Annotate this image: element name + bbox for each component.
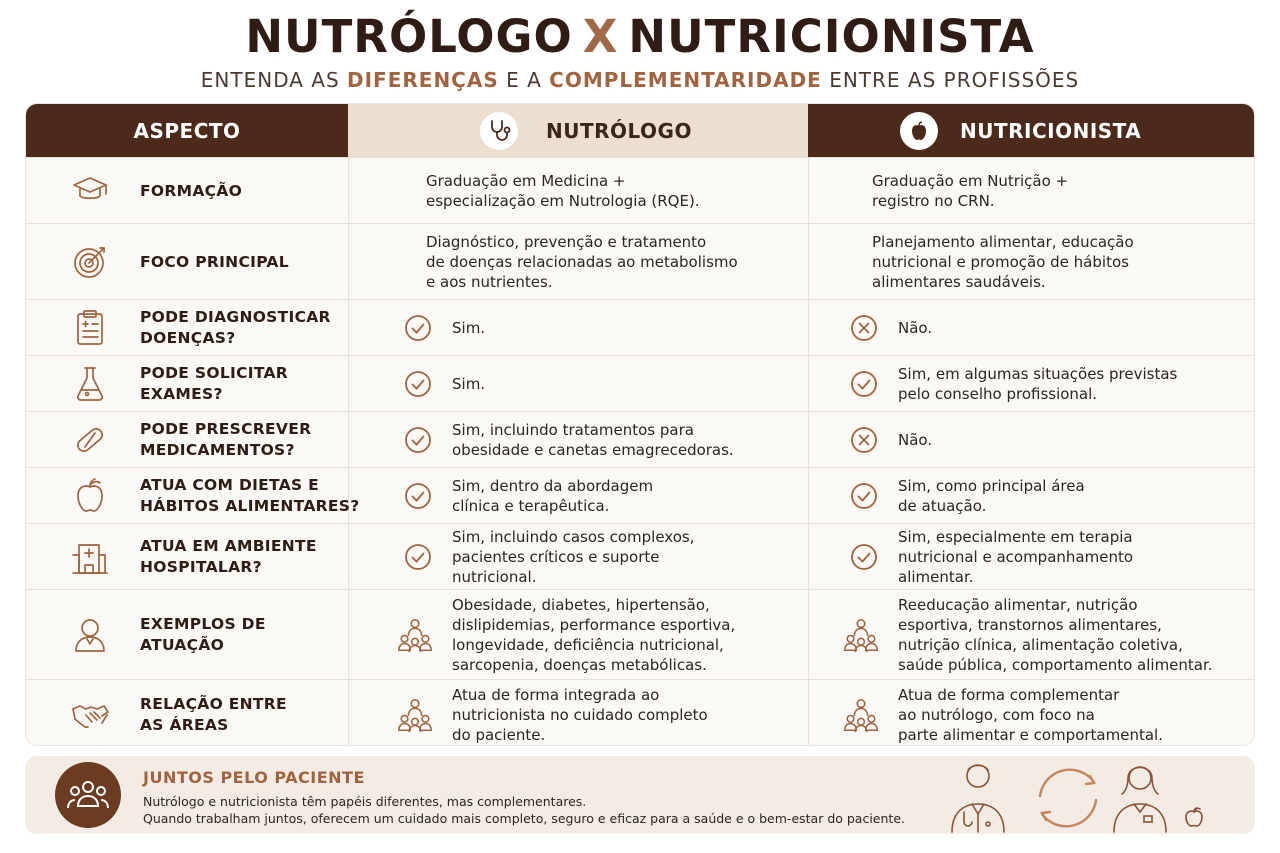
nutrologo-cell: Sim, incluindo tratamentos para obesidade e canetas emagrecedoras. [452, 421, 734, 459]
target-icon [70, 242, 110, 282]
page-subtitle [0, 68, 1280, 92]
subtitle-highlight: COMPLEMENTARIDADE [549, 68, 822, 92]
header-nutricionista [808, 104, 1255, 157]
table-row [26, 411, 1255, 467]
subtitle-part: ENTRE AS PROFISSÕES [821, 68, 1080, 92]
people-group-icon [396, 616, 434, 654]
people-group-icon [55, 762, 121, 828]
footer-line-2: Quando trabalham juntos, oferecem um cuidado mais completo, seguro e eficaz para a saúde e o bem-estar do paciente. [143, 811, 905, 826]
check-icon [850, 543, 878, 571]
header-nutricionista-label: NUTRICIONISTA [960, 118, 1142, 143]
nutricionista-cell: Sim, especialmente em terapia nutricional e acompanhamento alimentar. [898, 528, 1134, 586]
title-nutrologo: NUTRÓLOGO [245, 10, 573, 63]
table-row [26, 299, 1255, 355]
check-icon [404, 314, 432, 342]
footer-illustration [930, 756, 1220, 834]
table-row [26, 355, 1255, 411]
nutricionista-cell: Reeducação alimentar, nutrição esportiva, transtornos alimentares, nutrição clínica, alimentação coletiva, saúde pública, comportamento alimentar. [898, 596, 1213, 674]
check-icon [404, 482, 432, 510]
hospital-icon [70, 537, 110, 577]
row-label: EXEMPLOS DE ATUAÇÃO [140, 615, 266, 654]
row-label: FOCO PRINCIPAL [140, 252, 289, 271]
check-icon [850, 482, 878, 510]
nutricionista-cell: Sim, como principal área de atuação. [898, 477, 1085, 515]
nutricionista-cell: Graduação em Nutrição + registro no CRN. [872, 172, 1069, 210]
table-row [26, 523, 1255, 589]
table-row [26, 589, 1255, 679]
test-tube-icon [70, 364, 110, 404]
header-nutrologo-label: NUTRÓLOGO [546, 118, 692, 143]
header-aspect-label: ASPECTO [133, 118, 241, 143]
doctor-icon [952, 765, 1004, 832]
nutritionist-icon [1114, 767, 1166, 832]
title-x: X [582, 10, 619, 63]
nutricionista-cell: Não. [898, 319, 933, 337]
people-group-icon [842, 616, 880, 654]
nutrologo-cell: Sim. [452, 319, 486, 337]
handshake-icon [70, 695, 110, 735]
nutrologo-cell: Sim. [452, 375, 486, 393]
check-icon [404, 543, 432, 571]
row-label: ATUA EM AMBIENTE HOSPITALAR? [140, 537, 317, 576]
clipboard-icon [70, 308, 110, 348]
subtitle-part: ENTENDA AS [200, 68, 348, 92]
table-header [26, 104, 1255, 157]
apple-icon [1186, 808, 1202, 826]
nutrologo-cell: Diagnóstico, prevenção e tratamento de doenças relacionadas ao metabolismo e aos nutrientes. [426, 233, 738, 291]
stethoscope-icon [480, 112, 518, 150]
nutrologo-cell: Atua de forma integrada ao nutricionista no cuidado completo do paciente. [452, 685, 708, 744]
footer-banner [25, 756, 1255, 834]
check-icon [850, 370, 878, 398]
nutrologo-cell: Sim, dentro da abordagem clínica e terapêutica. [452, 477, 654, 515]
people-group-icon [842, 696, 880, 734]
table-row [26, 157, 1255, 223]
nutricionista-cell: Não. [898, 431, 933, 449]
table-row [26, 679, 1255, 746]
graduation-cap-icon [70, 171, 110, 211]
row-label: RELAÇÃO ENTRE AS ÁREAS [140, 694, 287, 734]
apple-icon [70, 476, 110, 516]
pill-icon [70, 420, 110, 460]
nutrologo-cell: Obesidade, diabetes, hipertensão, dislipidemias, performance esportiva, longevidade, deficiência nutricional, sarcopenia, doenças metabólicas. [452, 596, 736, 674]
person-icon [70, 615, 110, 655]
cycle-arrows-icon [1040, 770, 1096, 827]
cross-icon [850, 426, 878, 454]
nutrologo-cell: Sim, incluindo casos complexos, pacientes críticos e suporte nutricional. [452, 528, 695, 586]
table-row [26, 467, 1255, 523]
nutricionista-cell: Atua de forma complementar ao nutrólogo, com foco na parte alimentar e comportamental. [898, 685, 1163, 744]
nutrologo-cell: Graduação em Medicina + especialização em Nutrologia (RQE). [426, 172, 700, 210]
subtitle-highlight: DIFERENÇAS [347, 68, 499, 92]
footer-title: JUNTOS PELO PACIENTE [143, 768, 365, 787]
row-label: PODE SOLICITAR EXAMES? [140, 364, 289, 403]
check-icon [404, 426, 432, 454]
row-label: PODE DIAGNOSTICAR DOENÇAS? [140, 308, 331, 347]
subtitle-part: E A [498, 68, 550, 92]
table-row [26, 223, 1255, 299]
nutricionista-cell: Sim, em algumas situações previstas pelo conselho profissional. [898, 365, 1178, 403]
people-group-icon [396, 696, 434, 734]
header-nutrologo [348, 104, 808, 157]
title-nutricionista: NUTRICIONISTA [628, 10, 1035, 63]
nutricionista-cell: Planejamento alimentar, educação nutricional e promoção de hábitos alimentares saudáveis. [872, 233, 1134, 291]
row-label: ATUA COM DIETAS E HÁBITOS ALIMENTARES? [140, 476, 360, 515]
comparison-table [25, 103, 1255, 746]
row-label: PODE PRESCREVER MEDICAMENTOS? [140, 420, 312, 459]
apple-icon [900, 112, 938, 150]
footer-line-1: Nutrólogo e nutricionista têm papéis diferentes, mas complementares. [143, 794, 587, 809]
cross-icon [850, 314, 878, 342]
row-label: FORMAÇÃO [140, 181, 243, 200]
header-aspect [26, 104, 348, 157]
check-icon [404, 370, 432, 398]
page-title [0, 10, 1280, 63]
